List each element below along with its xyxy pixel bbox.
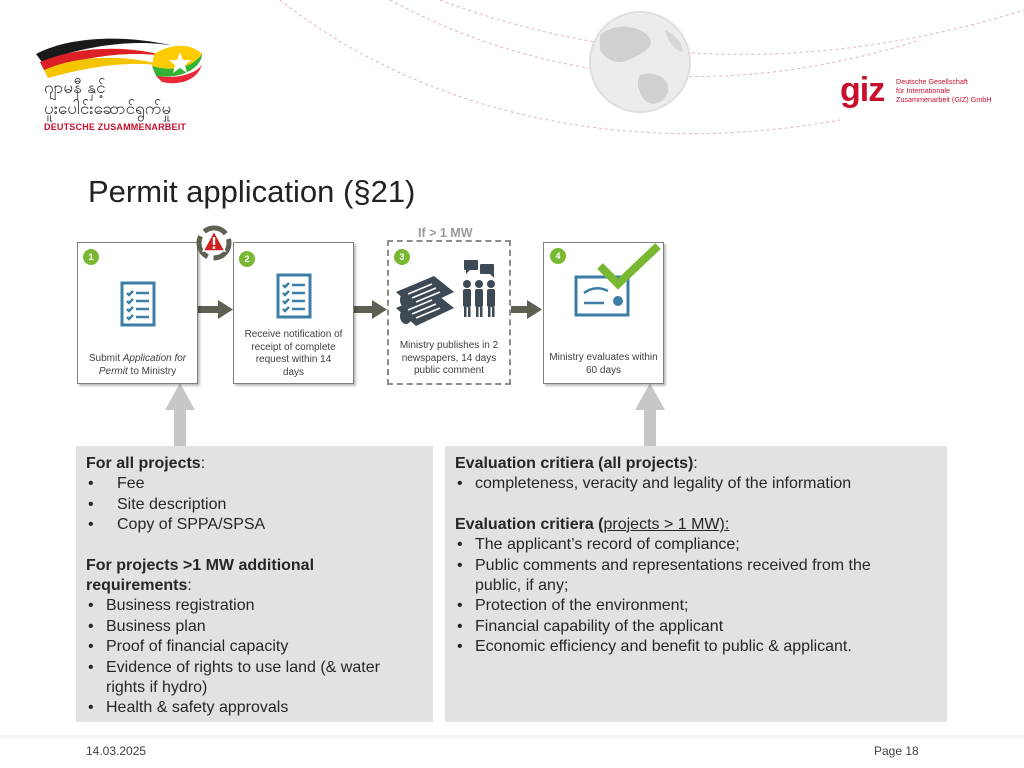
list-item: • Business plan — [86, 617, 416, 637]
step-3-caption: Ministry publishes in 2 newspapers, 14 days public comment — [399, 340, 499, 376]
warning-cycle-icon — [195, 224, 233, 262]
list-item: • Site description — [86, 495, 416, 515]
requirements-panel — [76, 446, 433, 722]
all-projects-heading: For all projects: — [86, 455, 206, 472]
step-1-box — [77, 242, 198, 384]
check-mark-icon — [594, 240, 664, 295]
requirements-content — [86, 454, 416, 719]
giz-wordmark: giz — [840, 71, 885, 109]
list-item: • Health & safety approvals — [86, 698, 416, 718]
list-item: • Fee — [86, 474, 416, 494]
footer-date: 14.03.2025 — [86, 744, 147, 758]
criteria-large-list — [455, 535, 925, 657]
checklist-icon — [276, 273, 312, 319]
list-item: • Protection of the environment; — [455, 596, 925, 616]
checklist-icon — [120, 281, 156, 327]
giz-subline-1: Deutsche Gesellschaft — [896, 77, 968, 86]
list-item: • Business registration — [86, 596, 416, 616]
step-1-caption: Submit Application for Permit to Ministry — [88, 353, 187, 377]
arrow-right-icon — [196, 300, 233, 319]
arrow-up-icon — [165, 383, 195, 446]
list-item: • Proof of financial capacity — [86, 637, 416, 657]
giz-subline-3: Zusammenarbeit (GIZ) GmbH — [896, 95, 992, 104]
condition-label: If > 1 MW — [418, 226, 473, 240]
list-item: • Copy of SPPA/SPSA — [86, 515, 416, 535]
list-item: • Financial capability of the applicant — [455, 617, 925, 637]
list-item: • Economic efficiency and benefit to public & applicant. — [455, 637, 925, 657]
criteria-all-heading: Evaluation critiera (all projects): — [455, 455, 698, 472]
criteria-all-list — [455, 474, 925, 494]
criteria-large-heading: Evaluation critiera (projects > 1 MW): — [455, 515, 730, 533]
step-3-box — [387, 240, 511, 385]
criteria-panel — [445, 446, 947, 722]
logo-label: DEUTSCHE ZUSAMMENARBEIT — [44, 122, 187, 132]
step-number-badge: 1 — [83, 249, 99, 265]
arrow-right-icon — [354, 300, 387, 319]
list-item: • The applicant’s record of compliance; — [455, 535, 925, 555]
myanmar-text-line-2: ပူးပေါင်းဆောင်ရွက်မှု — [44, 99, 172, 119]
criteria-content — [455, 454, 925, 658]
large-projects-heading: For projects >1 MW additional requirements: — [86, 556, 315, 595]
newspapers-people-icon — [394, 258, 504, 338]
list-item: • completeness, veracity and legality of the information — [455, 474, 925, 494]
step-4-caption: Ministry evaluates within 60 days — [549, 352, 658, 376]
list-item: • Evidence of rights to use land (& water rights if hydro) — [86, 658, 406, 699]
step-number-badge: 2 — [239, 251, 255, 267]
footer-bar — [0, 735, 1024, 741]
large-projects-list — [86, 596, 416, 718]
arrow-up-icon — [635, 383, 665, 446]
all-projects-list — [86, 474, 416, 535]
giz-subline-2: für Internationale — [896, 86, 950, 95]
step-number-badge: 4 — [550, 248, 566, 264]
myanmar-text-line-1: ဂျာမနီ နှင့် — [44, 78, 106, 98]
step-2-box — [233, 242, 354, 384]
arrow-right-icon — [509, 300, 542, 319]
step-2-caption: Receive notification of receipt of complete request within 14 days — [244, 329, 343, 378]
step-number-badge: 3 — [394, 249, 410, 265]
list-item: • Public comments and representations received from the public, if any; — [455, 556, 915, 597]
page-title: Permit application (§21) — [88, 174, 416, 209]
page-number: Page 18 — [874, 744, 919, 758]
